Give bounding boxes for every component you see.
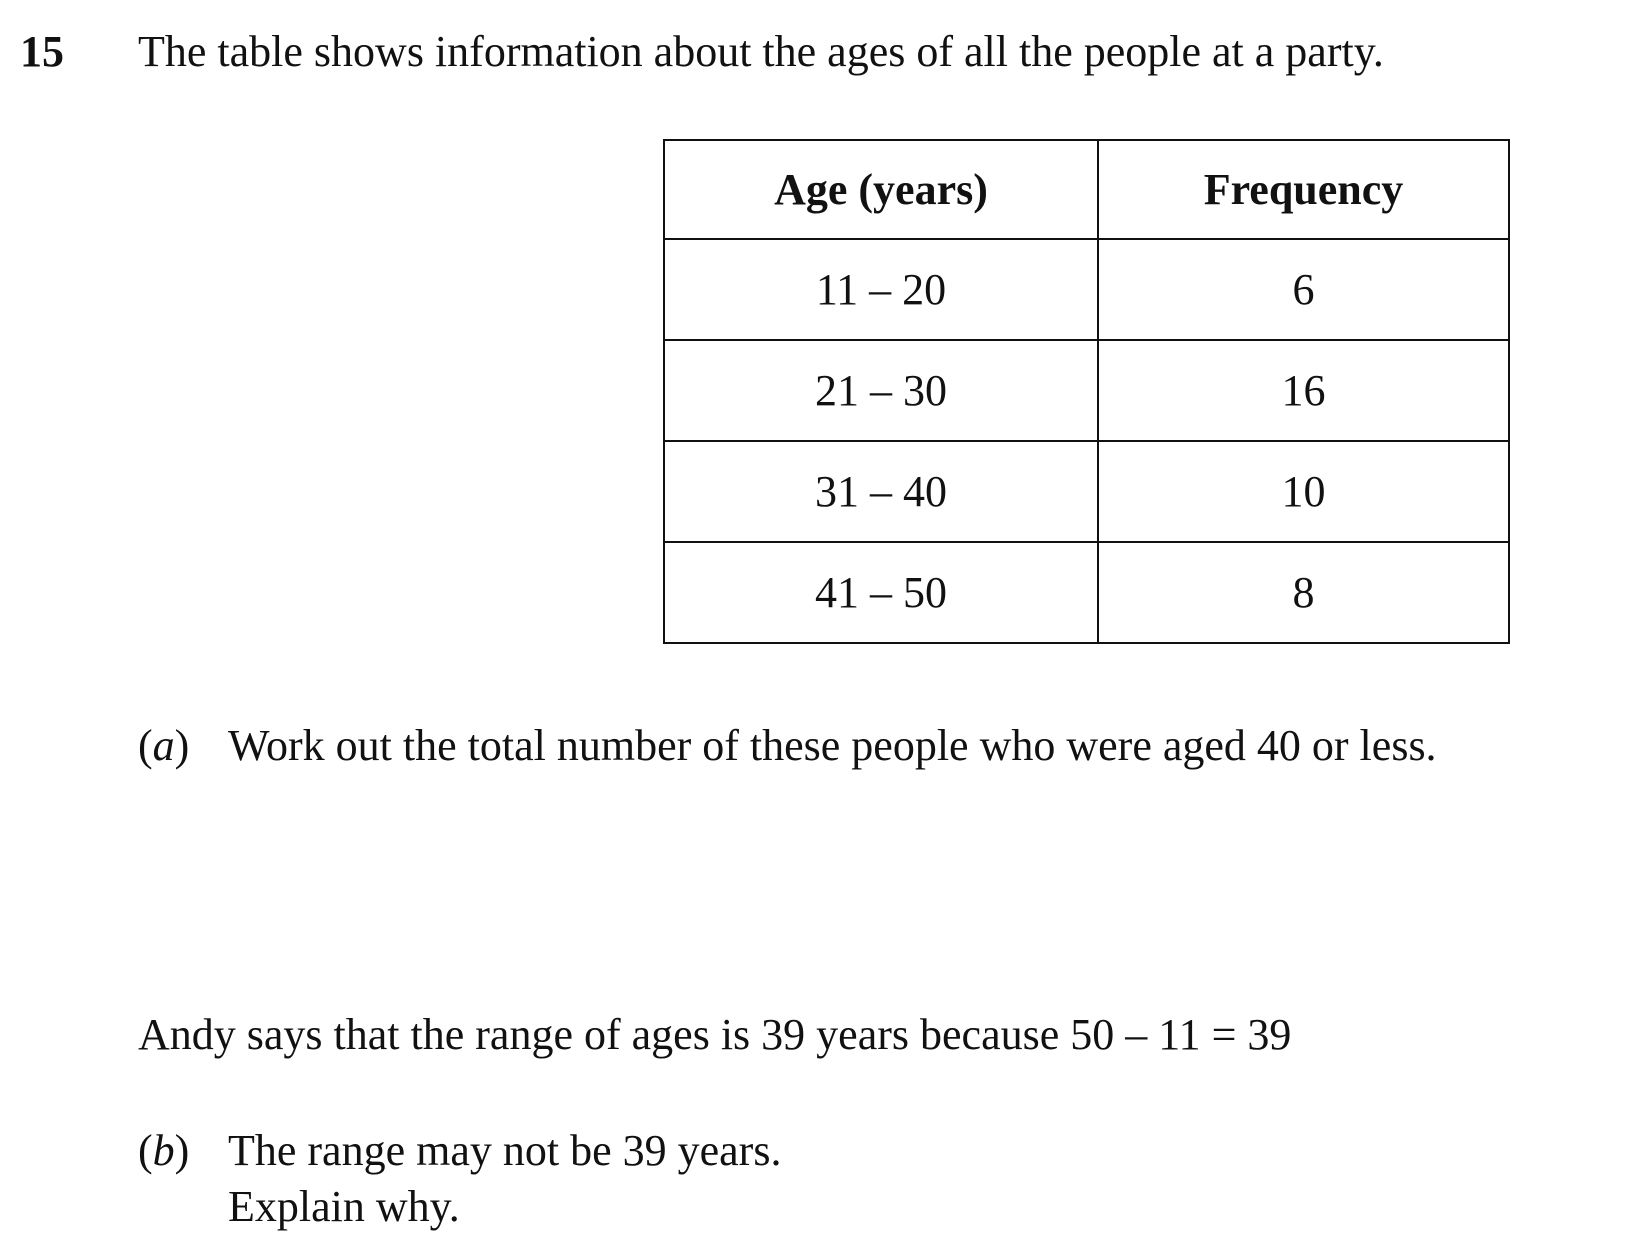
andy-statement: Andy says that the range of ages is 39 years because 50 – 11 = 39 [138,1010,1292,1059]
part-b-body [228,1123,781,1235]
part-b-line1: The range may not be 39 years. [228,1126,782,1175]
table-row [664,542,1509,643]
frequency-cell: 6 [1098,239,1509,340]
part-b-letter: b [152,1126,175,1175]
frequency-cell: 8 [1098,542,1509,643]
part-a-text: Work out the total number of these people who were aged 40 or less. [228,721,1437,770]
question-number: 15 [20,27,64,76]
age-cell: 11 – 20 [664,239,1098,340]
frequency-cell: 10 [1098,441,1509,542]
age-cell: 31 – 40 [664,441,1098,542]
age-cell: 41 – 50 [664,542,1098,643]
frequency-table [663,139,1510,644]
header-frequency: Frequency [1098,140,1509,239]
question-stem: The table shows information about the ages of all the people at a party. [138,27,1384,76]
header-age: Age (years) [664,140,1098,239]
table-row [664,340,1509,441]
part-a-label: (a) [138,721,190,770]
part-a-letter: a [152,721,175,770]
table-header-row [664,140,1509,239]
age-cell: 21 – 30 [664,340,1098,441]
frequency-cell: 16 [1098,340,1509,441]
table-row [664,239,1509,340]
part-b-line2: Explain why. [228,1182,460,1231]
part-b-label: (b) [138,1126,190,1175]
table-row [664,441,1509,542]
